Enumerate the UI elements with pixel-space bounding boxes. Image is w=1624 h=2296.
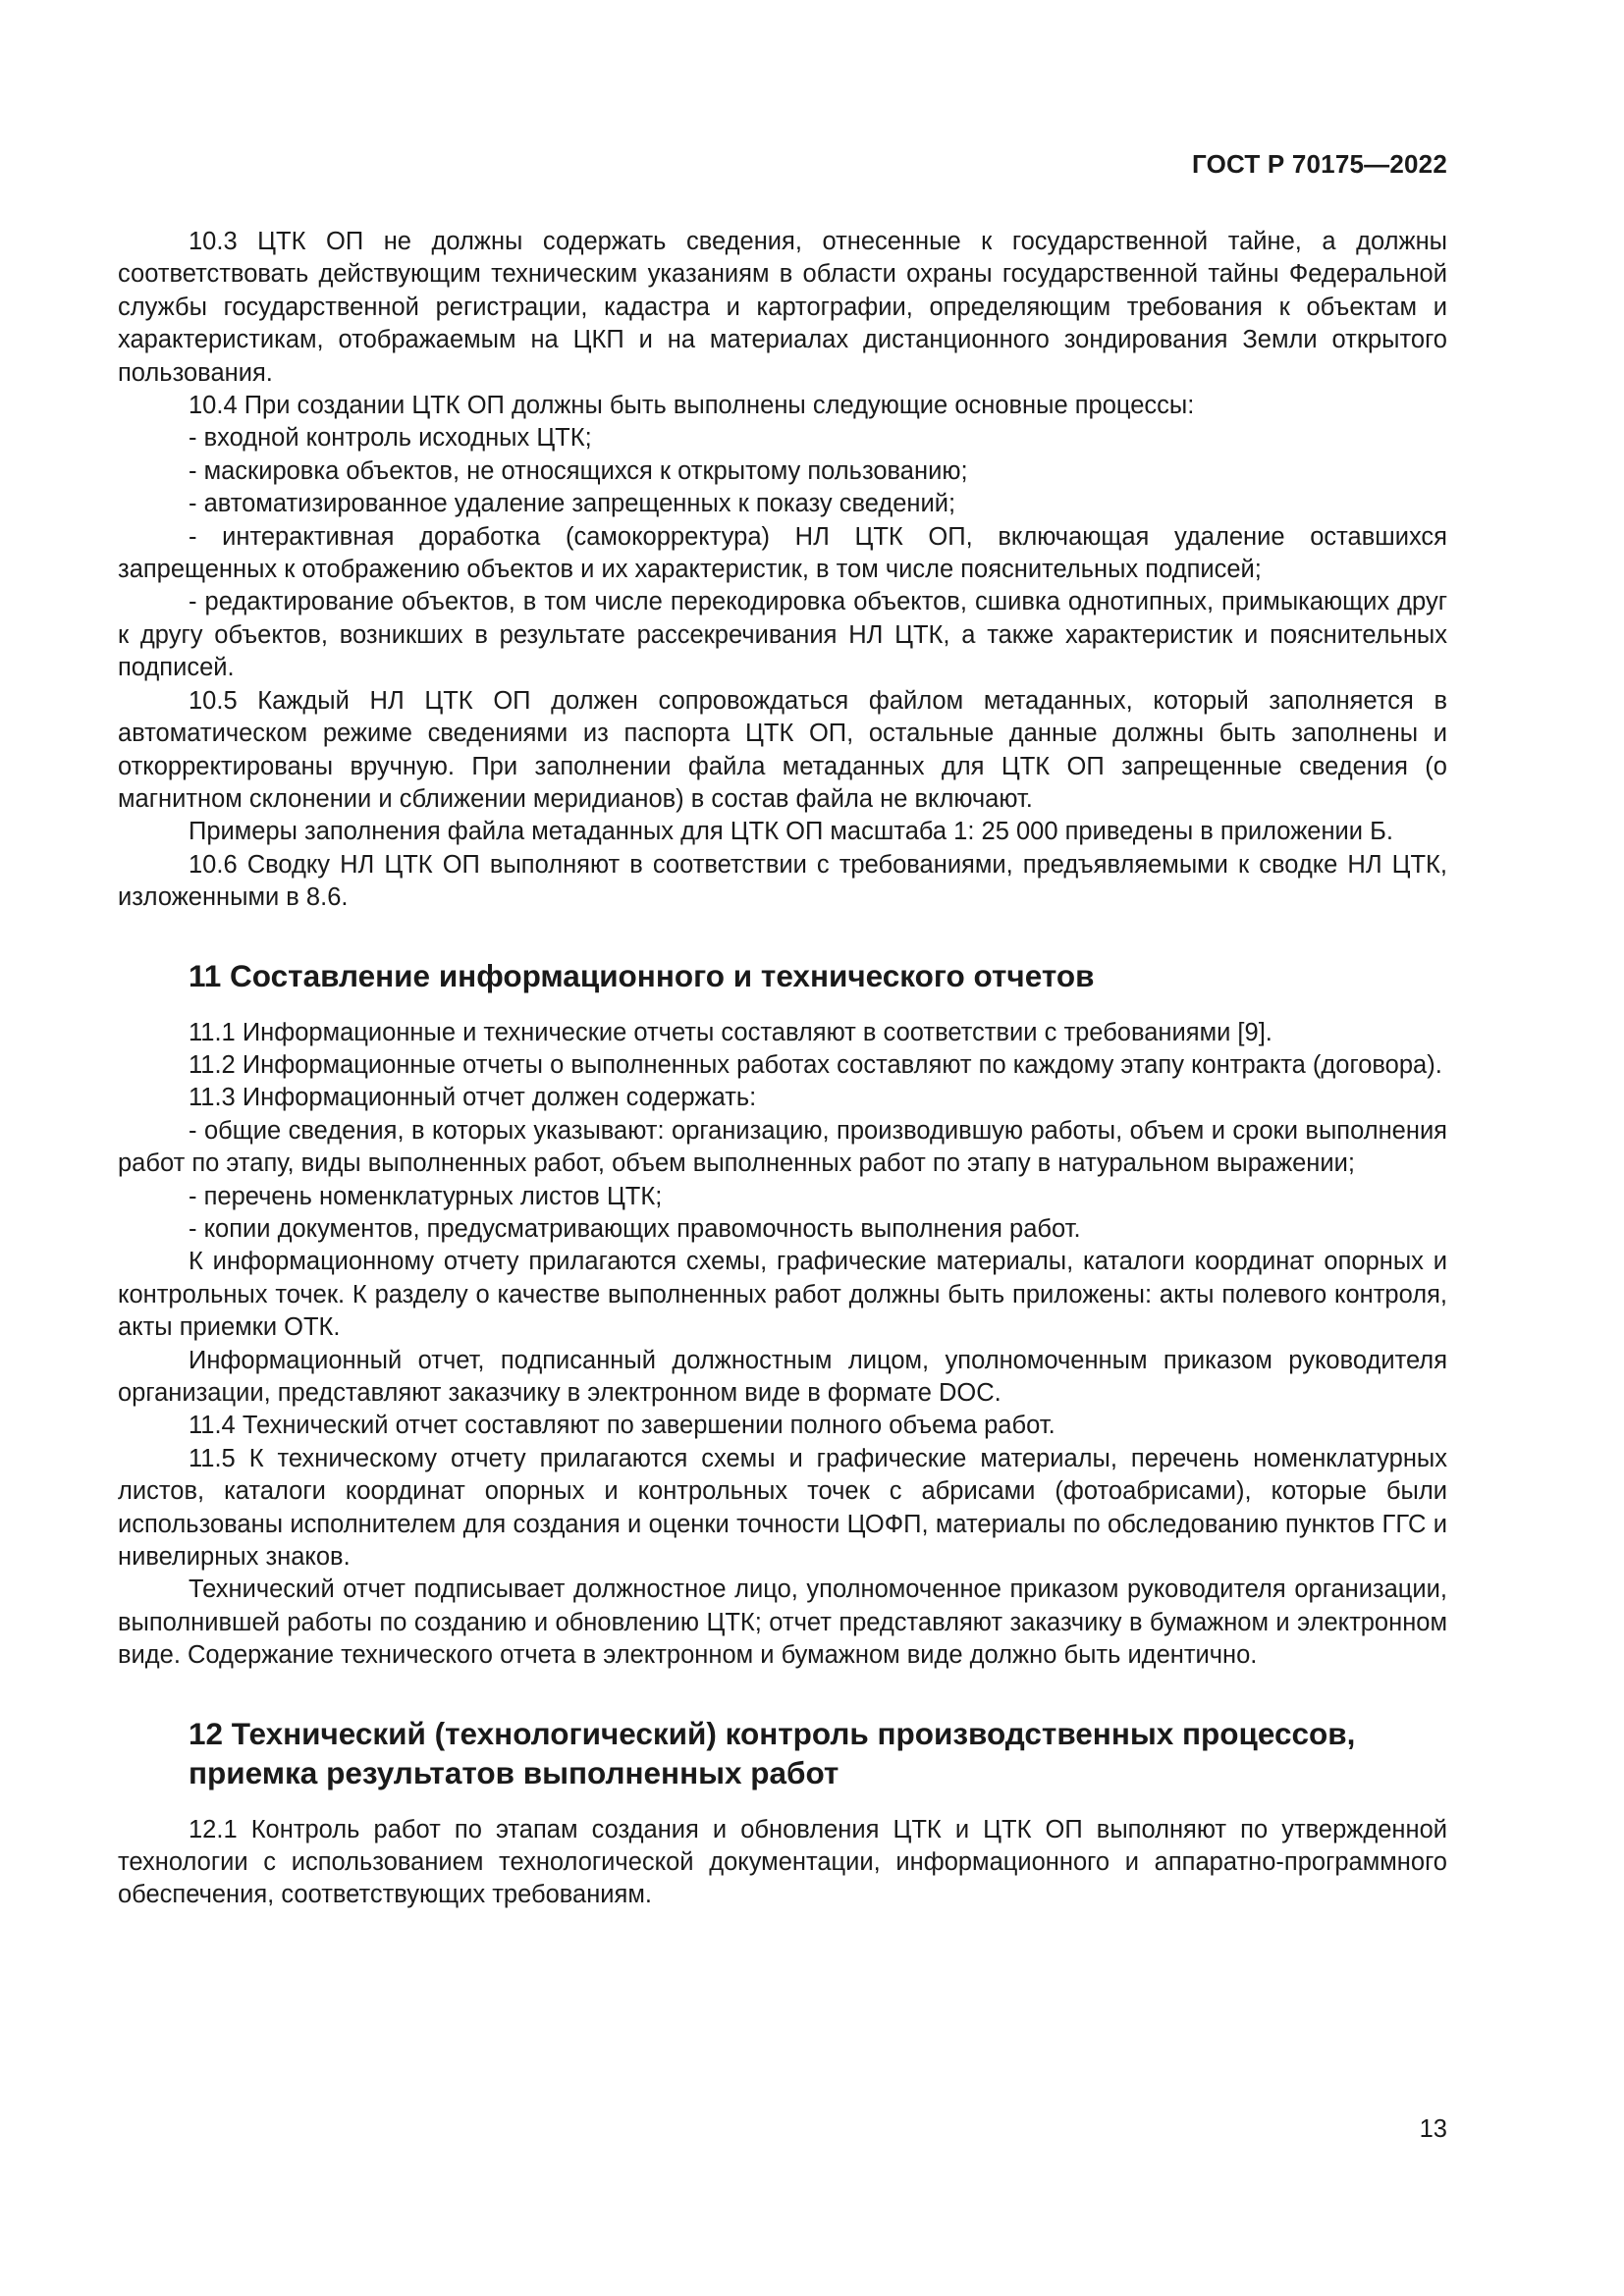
document-header-id: ГОСТ Р 70175—2022 <box>1192 149 1447 179</box>
list-item-11-3-b: - перечень номенклатурных листов ЦТК; <box>189 1182 663 1210</box>
paragraph-11-5: 11.5 К техническому отчету прилагаются схемы и графические материалы, перечень номенклатурных листов, каталоги координат опорных и контрольных точек с абрисами (фотоабрисами), которые были использованы исполнителем для создания и оценки точности ЦОФП, материалы по обследованию пунктов ГГС и нивелирных знаков. <box>118 1444 1447 1572</box>
paragraph-11-3-signature: Информационный отчет, подписанный должностным лицом, уполномоченным приказом руководителя организации, представляют заказчику в электронном виде в формате DOC. <box>118 1346 1447 1407</box>
page-number: 13 <box>1419 2115 1447 2143</box>
list-item-11-3-a: - общие сведения, в которых указывают: организацию, производившую работы, объем и сроки выполнения работ по этапу, виды выполненных работ, объем выполненных работ по этапу в натуральном выражении; <box>118 1116 1447 1178</box>
list-item-10-4-a: - входной контроль исходных ЦТК; <box>189 424 592 453</box>
paragraph-11-3-attachments: К информационному отчету прилагаются схемы, графические материалы, каталоги координат опорных и контрольных точек. К разделу о качестве выполненных работ должны быть приложены: акты полевого контроля, акты приемки ОТК. <box>118 1248 1447 1342</box>
paragraph-10-6: 10.6 Сводку НЛ ЦТК ОП выполняют в соответствии с требованиями, предъявляемыми к сводке НЛ ЦТК, изложенными в 8.6. <box>118 850 1447 912</box>
section-heading-12: 12 Технический (технологический) контроль производственных процессов, приемка результатов выполненных работ <box>189 1715 1356 1790</box>
paragraph-10-4: 10.4 При создании ЦТК ОП должны быть выполнены следующие основные процессы: <box>189 392 1195 420</box>
list-item-10-4-c: - автоматизированное удаление запрещенных к показу сведений; <box>189 490 956 518</box>
list-item-10-4-d: - интерактивная доработка (самокорректура) НЛ ЦТК ОП, включающая удаление оставшихся запрещенных к отображению объектов и их характеристик, в том числе пояснительных подписей; <box>118 522 1447 584</box>
paragraph-10-5-example: Примеры заполнения файла метаданных для ЦТК ОП масштаба 1: 25 000 приведены в приложении Б. <box>189 818 1393 846</box>
paragraph-11-1: 11.1 Информационные и технические отчеты составляют в соответствии с требованиями [9]. <box>189 1018 1272 1046</box>
list-item-11-3-c: - копии документов, предусматривающих правомочность выполнения работ. <box>189 1214 1081 1243</box>
paragraph-12-1: 12.1 Контроль работ по этапам создания и обновления ЦТК и ЦТК ОП выполняют по утвержденной технологии с использованием технологической документации, информационного и аппаратно-программного обеспечения, соответствующих требованиям. <box>118 1815 1447 1909</box>
paragraph-10-5: 10.5 Каждый НЛ ЦТК ОП должен сопровождаться файлом метаданных, который заполняется в автоматическом режиме сведениями из паспорта ЦТК ОП, остальные данные должны быть заполнены и откорректированы вручную. При заполнении файла метаданных для ЦТК ОП запрещенные сведения (о магнитном склонении и сближении меридианов) в состав файла не включают. <box>118 686 1447 813</box>
list-item-10-4-e: - редактирование объектов, в том числе перекодировка объектов, сшивка однотипных, примыкающих друг к другу объектов, возникших в результате рассекречивания НЛ ЦТК, а также характеристик и пояснительных подписей. <box>118 588 1447 682</box>
section-heading-11: 11 Составление информационного и технического отчетов <box>189 957 1095 993</box>
paragraph-11-3: 11.3 Информационный отчет должен содержать: <box>189 1084 757 1112</box>
paragraph-11-2: 11.2 Информационные отчеты о выполненных работах составляют по каждому этапу контракта (договора). <box>189 1050 1442 1079</box>
page-body <box>118 226 1447 1912</box>
paragraph-11-5-signature: Технический отчет подписывает должностное лицо, уполномоченное приказом руководителя организации, выполнившей работы по созданию и обновлению ЦТК; отчет представляют заказчику в бумажном и электронном виде. Содержание технического отчета в электронном и бумажном виде должно быть идентично. <box>118 1575 1447 1670</box>
list-item-10-4-b: - маскировка объектов, не относящихся к открытому пользованию; <box>189 456 968 485</box>
paragraph-11-4: 11.4 Технический отчет составляют по завершении полного объема работ. <box>189 1412 1056 1440</box>
paragraph-10-3: 10.3 ЦТК ОП не должны содержать сведения, отнесенные к государственной тайне, а должны соответствовать действующим техническим указаниям в области охраны государственной тайны Федеральной службы государственной регистрации, кадастра и картографии, определяющим требования к объектам и характеристикам, отображаемым на ЦКП и на материалах дистанционного зондирования Земли открытого пользования. <box>118 228 1447 387</box>
